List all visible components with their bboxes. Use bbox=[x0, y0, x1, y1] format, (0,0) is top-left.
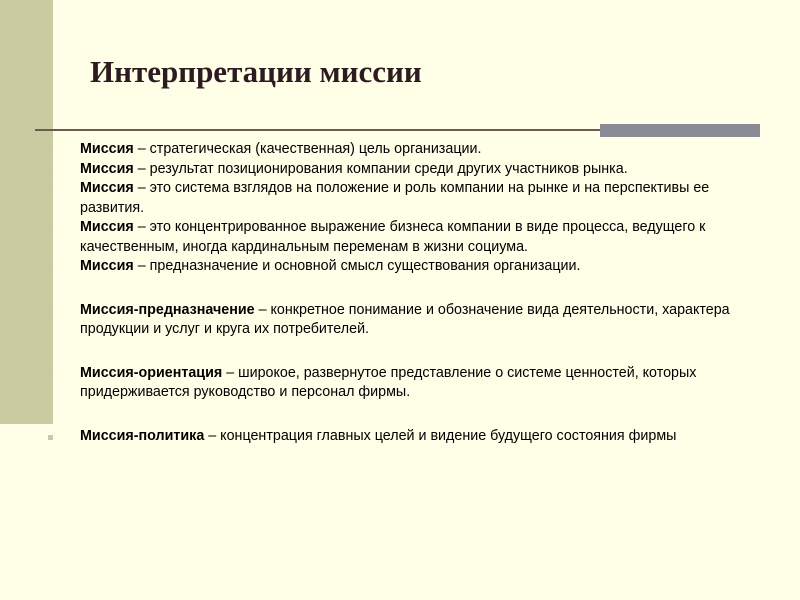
slide-title: Интерпретации миссии bbox=[90, 54, 422, 89]
bullet-item bbox=[48, 140, 768, 160]
bullet-text: – концентрация главных целей и видение будущего состояния фирмы bbox=[204, 427, 677, 444]
square-bullet-icon bbox=[48, 148, 53, 153]
square-bullet-icon bbox=[48, 187, 53, 192]
bullet-text: – результат позиционирования компании среди других участников рынка. bbox=[133, 160, 628, 177]
bullet-text: – широкое, развернутое представление о системе ценностей, которых придерживается руководство и персонал фирмы. bbox=[80, 364, 697, 400]
bullet-term: Миссия bbox=[80, 180, 134, 196]
bullet-item bbox=[48, 218, 768, 257]
left-decorative-band bbox=[0, 0, 53, 424]
title-divider-line bbox=[35, 129, 600, 131]
bullet-item bbox=[48, 257, 768, 277]
square-bullet-icon bbox=[48, 226, 53, 231]
bullet-item bbox=[48, 364, 768, 403]
bullet-term: Миссия bbox=[80, 141, 134, 157]
square-bullet-icon bbox=[48, 372, 53, 377]
bullet-item bbox=[48, 301, 768, 340]
bullet-text: – стратегическая (качественная) цель организации. bbox=[133, 141, 482, 157]
bullet-term: Миссия-предназначение bbox=[80, 301, 255, 318]
bullet-text: – это концентрированное выражение бизнеса компании в виде процесса, ведущего к качественным, иногда кардинальным переменам в жизни социума. bbox=[80, 219, 706, 255]
square-bullet-icon bbox=[48, 168, 53, 173]
bullet-term: Миссия bbox=[80, 160, 134, 177]
bullet-list bbox=[48, 140, 768, 446]
bullet-term: Миссия bbox=[80, 258, 134, 274]
bullet-term: Миссия-политика bbox=[80, 427, 205, 444]
title-divider-accent-bar bbox=[600, 124, 760, 137]
bullet-item bbox=[48, 160, 768, 180]
bullet-text: – предназначение и основной смысл существования организации. bbox=[133, 258, 581, 274]
square-bullet-icon bbox=[48, 435, 53, 440]
bullet-term: Миссия-ориентация bbox=[80, 364, 223, 381]
bullet-text: – конкретное понимание и обозначение вида деятельности, характера продукции и услуг и круга их потребителей. bbox=[80, 301, 730, 337]
bullet-item bbox=[48, 179, 768, 218]
bullet-text: – это система взглядов на положение и роль компании на рынке и на перспективы ее развития. bbox=[80, 180, 710, 216]
square-bullet-icon bbox=[48, 309, 53, 314]
square-bullet-icon bbox=[48, 265, 53, 270]
bullet-item bbox=[48, 427, 768, 447]
bullet-term: Миссия bbox=[80, 219, 134, 235]
